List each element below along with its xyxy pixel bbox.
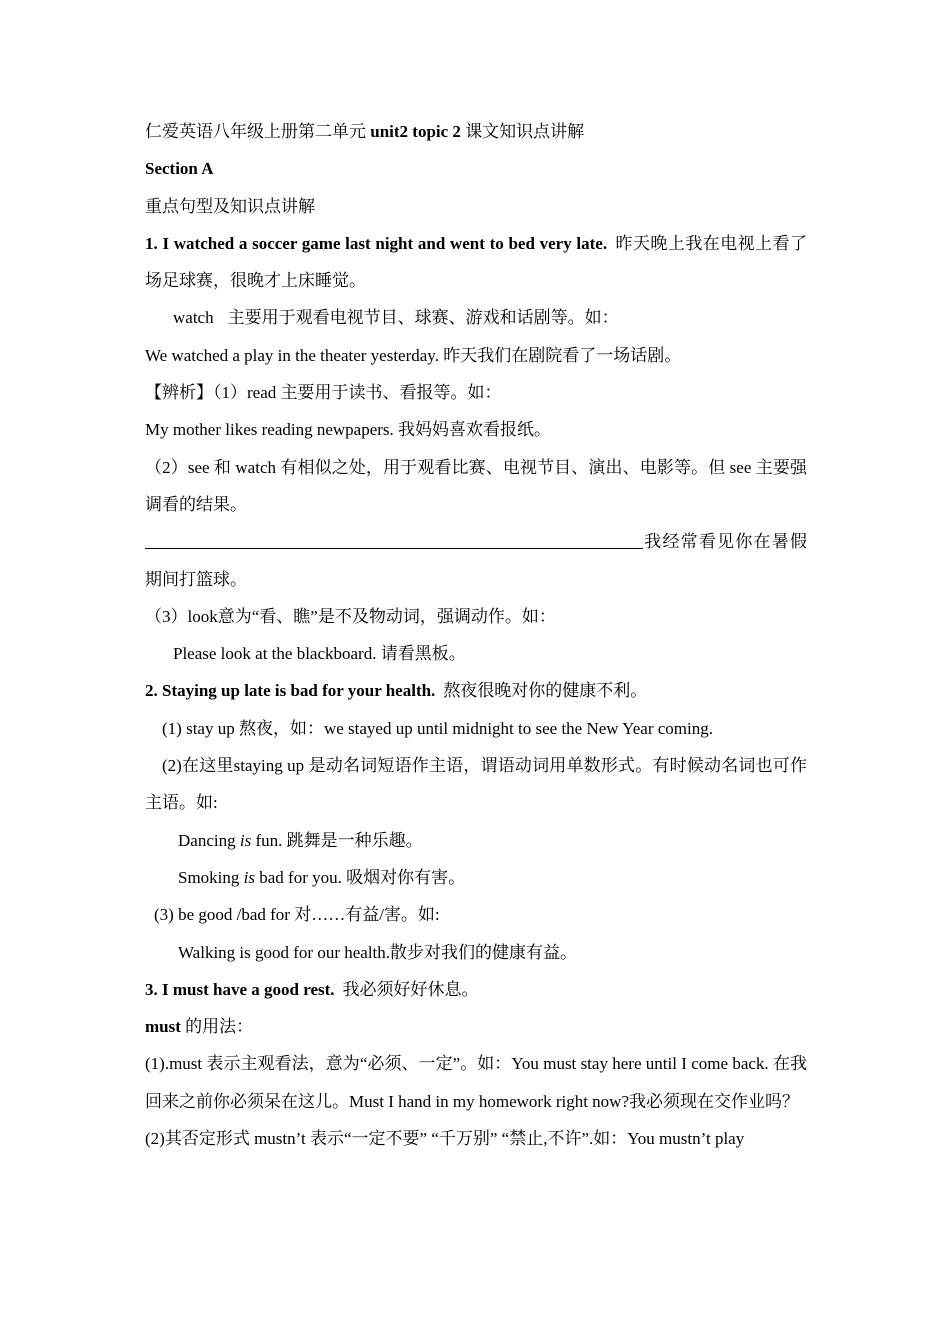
be-good-bad-for: (3) be good /bad for 对……有益/害。如: bbox=[154, 905, 440, 925]
must-usage-2: (2)其否定形式 mustn’t 表示“一定不要” “千万别” “禁止,不许”.如：You mustn’t play bbox=[145, 1129, 745, 1149]
point-2: 2. Staying up late is bad for your health. 熬夜很晚对你的健康不利。 bbox=[145, 681, 648, 701]
walking-example: Walking is good for our health.散步对我们的健康有益。 bbox=[178, 942, 578, 962]
watch-example: We watched a play in the theater yesterday. 昨天我们在剧院看了一场话剧。 bbox=[145, 345, 682, 365]
point-3: 3. I must have a good rest. 我必须好好休息。 bbox=[145, 979, 479, 999]
section-heading: Section A bbox=[145, 159, 214, 179]
fill-blank-sentence: 我经常看见你在暑假期间打篮球。 bbox=[145, 523, 807, 598]
see-usage: （2）see 和 watch 有相似之处，用于观看比赛、电视节目、演出、电影等。但 see 主要强调看的结果。 bbox=[145, 457, 807, 514]
document-title: 仁爱英语八年级上册第二单元 unit2 topic 2 课文知识点讲解 bbox=[145, 122, 585, 141]
gerund-example-1: Dancing is fun. 跳舞是一种乐趣。 bbox=[178, 830, 423, 850]
subheading: 重点句型及知识点讲解 bbox=[145, 196, 315, 216]
point-1: 1. I watched a soccer game last night and went to bed very late. 昨天晚上我在电视上看了场足球赛，很晚才上床睡觉。 bbox=[145, 233, 808, 291]
look-example: Please look at the blackboard. 请看黑板。 bbox=[173, 644, 466, 664]
read-example: My mother likes reading newpapers. 我妈妈喜欢看报纸。 bbox=[145, 420, 552, 440]
bianxi-read: 【辨析】（1）read 主要用于读书、看报等。如： bbox=[145, 383, 502, 403]
document-page bbox=[145, 113, 807, 1157]
must-usage-1: (1).must 表示主观看法，意为“必须、一定”。如：You must stay here until I come back. 在我回来之前你必须呆在这儿。Must I hand in my homework right now?我必须现在交作业吗？ bbox=[145, 1054, 807, 1111]
gerund-subject: (2)在这里staying up 是动名词短语作主语，谓语动词用单数形式。有时候动名词也可作主语。如: bbox=[145, 756, 807, 813]
look-usage: （3）look意为“看、瞧”是不及物动词，强调动作。如： bbox=[145, 606, 556, 626]
gerund-example-2: Smoking is bad for you. 吸烟对你有害。 bbox=[178, 867, 466, 887]
must-heading: must 的用法： bbox=[145, 1017, 254, 1037]
answer-blank[interactable] bbox=[145, 528, 643, 549]
stay-up-usage: (1) stay up 熬夜，如：we stayed up until midnight to see the New Year coming. bbox=[162, 718, 714, 738]
watch-usage: watch 主要用于观看电视节目、球赛、游戏和话剧等。如： bbox=[173, 308, 619, 328]
